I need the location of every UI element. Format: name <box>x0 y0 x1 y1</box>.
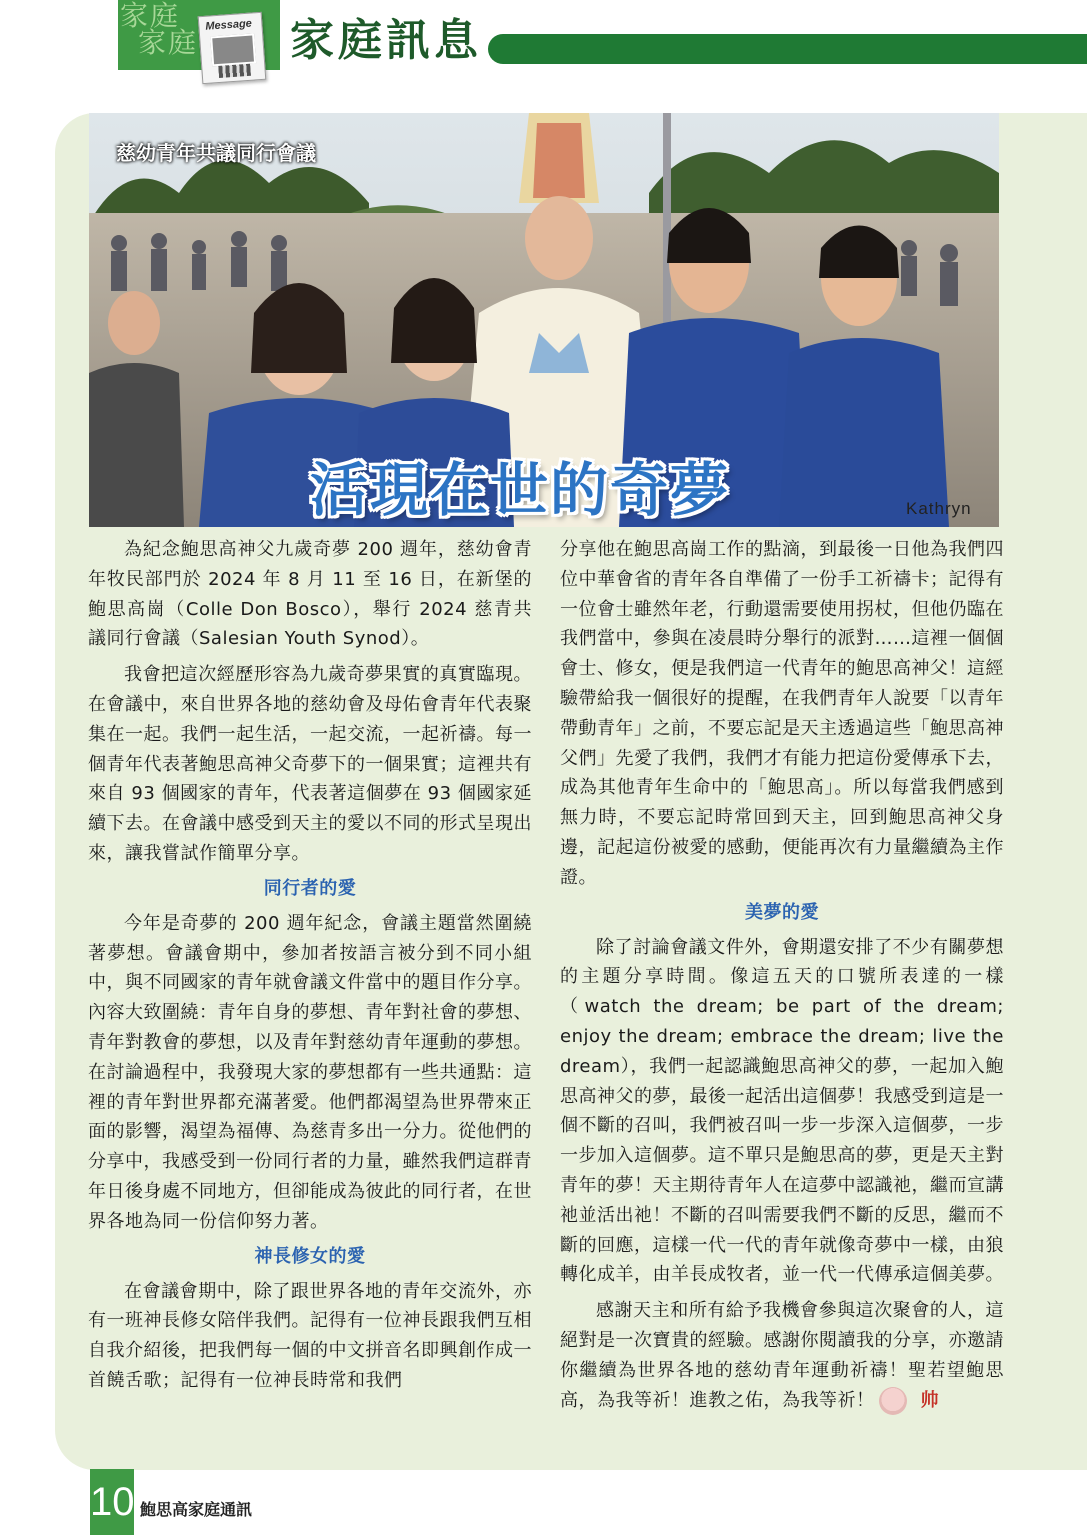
message-card-label: Message <box>205 17 253 33</box>
salesian-logo-icon: 帅 <box>879 1387 907 1415</box>
section-title: 家庭訊息 <box>290 15 482 66</box>
paragraph: 除了討論會議文件外，會期還安排了不少有關夢想的主題分享時間。像這五天的口號所表達的一樣（watch the dream; be part of the dream; enjoy the dream; embrace the dream; live the dream），我們一起認識鮑思高神父的夢，一起加入鮑思高神父的夢，最後一起活出這個夢！我感受到這是一個不斷的召叫，我們被召叫一步一步深入這個夢，一步一步加入這個夢。這不單只是鮑思高的夢，更是天主對青年的夢！天主期待青年人在這夢中認識祂，繼而宣講祂並活出祂！不斷的召叫需要我們不斷的反思，繼而不斷的回應，這樣一代一代的青年就像奇夢中一樣，由狼轉化成羊，由羊長成牧者，並一代一代傳承這個美夢。 <box>560 936 1004 1286</box>
header-deco-line1: 家庭 <box>120 0 181 32</box>
article-author: Kathryn <box>906 499 972 518</box>
page-number: 10 <box>90 1469 134 1535</box>
message-card-photo <box>210 33 256 66</box>
section-heading: 美夢的愛 <box>745 901 819 923</box>
paragraph: 我會把這次經歷形容為九歲奇夢果實的真實臨現。在會議中，來自世界各地的慈幼會及母佑會青年代表聚集在一起。我們一起生活，一起交流，一起祈禱。每一個青年代表著鮑思高神父奇夢下的一個果實；這裡共有來自 93 個國家的青年，代表著這個夢在 93 個國家延續下去。在會議中感受到天主的愛以不同的形式呈現出來，讓我嘗試作簡單分享。 <box>88 664 532 864</box>
message-card-icon <box>198 12 267 84</box>
paragraph: 為紀念鮑思高神父九歲奇夢 200 週年，慈幼會青年牧民部門於 2024 年 8 月 11 至 16 日，在新堡的鮑思高崗（Colle Don Bosco），舉行 2024 慈青共議同行會議（Salesian Youth Synod）。 <box>88 539 532 650</box>
header-decoration <box>120 0 199 59</box>
message-card-stamp <box>218 64 251 78</box>
left-column <box>88 535 532 1402</box>
header-bar <box>488 34 1087 64</box>
paragraph: 分享他在鮑思高崗工作的點滴，到最後一日他為我們四位中華會省的青年各自準備了一份手工祈禱卡；記得有一位會士雖然年老，行動還需要使用拐杖，但他仍臨在我們當中，參與在凌晨時分舉行的派對……這裡一個個會士、修女，便是我們這一代青年的鮑思高神父！這經驗帶給我一個很好的提醒，在我們青年人說要「以青年帶動青年」之前，不要忘記是天主透過這些「鮑思高神父們」先愛了我們，我們才有能力把這份愛傳承下去，成為其他青年生命中的「鮑思高」。所以每當我們感到無力時，不要忘記時常回到天主，回到鮑思高神父身邊，記起這份被愛的感動，便能再次有力量繼續為主作證。 <box>560 539 1004 888</box>
section-heading: 同行者的愛 <box>263 877 357 899</box>
section-heading: 神長修女的愛 <box>254 1245 366 1267</box>
paragraph: 今年是奇夢的 200 週年紀念，會議主題當然圍繞著夢想。會議會期中，參加者按語言被分到不同小組中，與不同國家的青年就會議文件當中的題目作分享。內容大致圍繞：青年自身的夢想、青年對社會的夢想、青年對教會的夢想，以及青年對慈幼青年運動的夢想。在討論過程中，我發現大家的夢想都有一些共通點：這裡的青年對世界都充滿著愛。他們都渴望為世界帶來正面的影響，渴望為福傳、為慈青多出一分力。從他們的分享中，我感受到一份同行者的力量，雖然我們這群青年日後身處不同地方，但卻能成為彼此的同行者，在世界各地為同一份信仰努力著。 <box>88 912 532 1232</box>
photo-caption: 慈幼青年共議同行會議 <box>116 141 316 165</box>
paragraph-closing <box>560 1296 1004 1415</box>
header-deco-line2: 家庭 <box>138 26 199 59</box>
right-column <box>560 535 1004 1421</box>
paragraph: 在會議會期中，除了跟世界各地的青年交流外，亦有一班神長修女陪伴我們。記得有一位神長跟我們互相自我介紹後，把我們每一個的中文拼音名即興創作成一首饒舌歌；記得有一位神長時常和我們 <box>88 1280 532 1391</box>
article-title: 活現在世的奇夢 <box>310 456 731 524</box>
closing-text: 感謝天主和所有給予我機會參與這次聚會的人，這絕對是一次寶貴的經驗。感謝你閱讀我的分享，亦邀請你繼續為世界各地的慈幼青年運動祈禱！聖若望鮑思高，為我等祈！進教之佑，為我等祈！ <box>560 1300 1004 1411</box>
publication-name: 鮑思高家庭通訊 <box>140 1500 253 1519</box>
